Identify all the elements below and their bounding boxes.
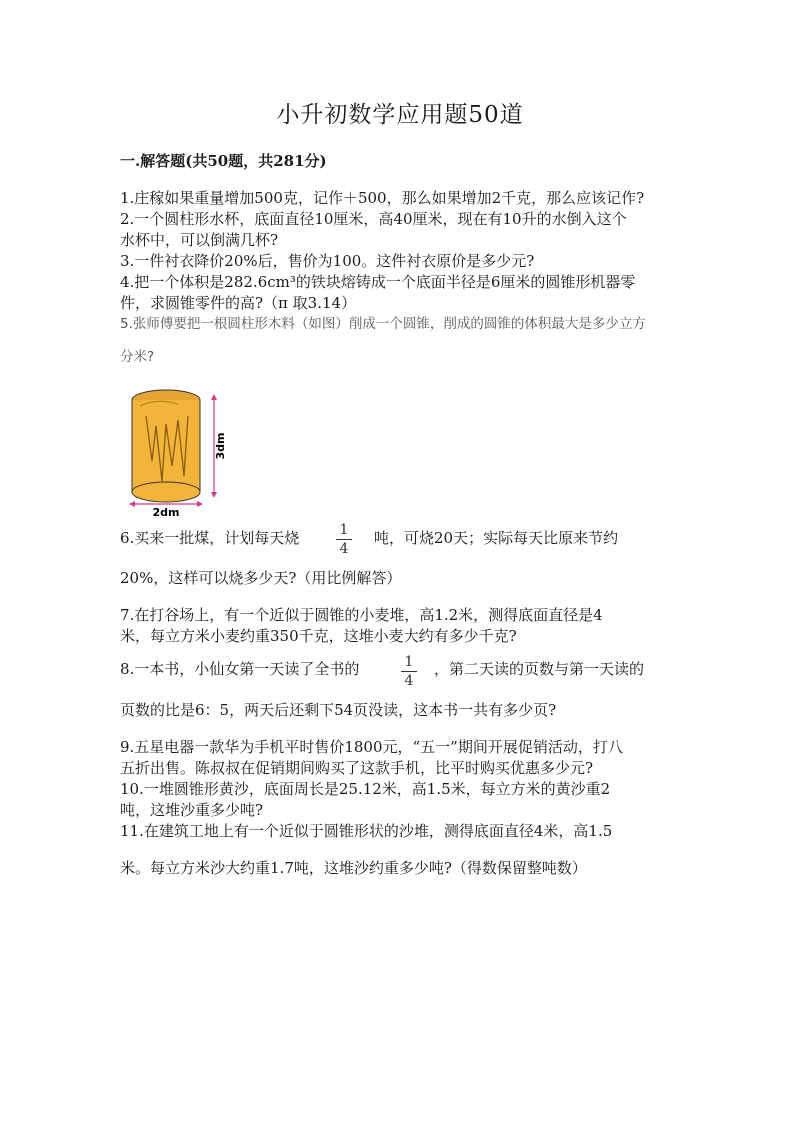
- question-8-line-2: 页数的比是6：5，两天后还剩下54页没读，这本书一共有多少页?: [120, 701, 557, 719]
- question-5-line-2: 分米?: [120, 349, 155, 365]
- question-9-line-2: 五折出售。陈叔叔在促销期间购买了这款手机，比平时购买优惠多少元?: [120, 759, 594, 777]
- cylinder-bottom: [132, 482, 200, 502]
- question-7-line-1: 7.在打谷场上，有一个近似于圆锥的小麦堆，高1.2米，测得底面直径是4: [120, 606, 603, 624]
- question-6-line-1-end: 吨，可烧20天；实际每天比原来节约: [374, 529, 619, 547]
- question-1: 1.庄稼如果重量增加500克，记作＋500，那么如果增加2千克，那么应该记作?: [120, 189, 645, 207]
- question-7-line-2: 米，每立方米小麦约重350千克，这堆小麦大约有多少千克?: [120, 627, 517, 645]
- question-8-line-1-end: ，第二天读的页数与第一天读的: [434, 660, 645, 678]
- height-label: 3dm: [214, 432, 227, 460]
- wood-cylinder-figure: [126, 386, 236, 516]
- question-10-line-1: 10.一堆圆锥形黄沙，底面周长是25.12米，高1.5米，每立方米的黄沙重2: [120, 780, 611, 798]
- question-4-line-1: 4.把一个体积是282.6cm³的铁块熔铸成一个底面半径是6厘米的圆锥形机器零: [120, 273, 636, 291]
- question-2-line-2: 水杯中，可以倒满几杯?: [120, 231, 279, 249]
- question-10-line-2: 吨，这堆沙重多少吨?: [120, 801, 264, 819]
- question-2-line-1: 2.一个圆柱形水杯，底面直径10厘米，高40厘米，现在有10升的水倒入这个: [120, 210, 627, 228]
- fraction-one-quarter: $\frac{1}{4}$: [401, 654, 417, 689]
- question-4-line-2: 件，求圆锥零件的高?（π 取3.14）: [120, 294, 357, 312]
- question-6-line-1-start: 6.买来一批煤，计划每天烧: [120, 529, 300, 547]
- question-5-line-1: 5.张师傅要把一根圆柱形木料（如图）削成一个圆锥，削成的圆锥的体积最大是多少立方: [120, 316, 646, 332]
- question-11-line-2: 米。每立方米沙大约重1.7吨，这堆沙约重多少吨?（得数保留整吨数）: [120, 859, 587, 877]
- cylinder-body: [132, 400, 200, 492]
- page-title: 小升初数学应用题50道: [276, 102, 524, 128]
- question-8-line-1-start: 8.一本书，小仙女第一天读了全书的: [120, 660, 360, 678]
- question-3: 3.一件衬衣降价20%后，售价为100。这件衬衣原价是多少元?: [120, 252, 535, 270]
- question-11-line-1: 11.在建筑工地上有一个近似于圆锥形状的沙堆，测得底面直径4米，高1.5: [120, 822, 613, 840]
- question-9-line-1: 9.五星电器一款华为手机平时售价1800元，“五一”期间开展促销活动，打八: [120, 738, 623, 756]
- diameter-label: 2dm: [152, 506, 180, 516]
- section-heading: 一.解答题(共50题，共281分): [120, 152, 327, 170]
- fraction-one-quarter: $\frac{1}{4}$: [336, 522, 352, 557]
- question-6-line-2: 20%，这样可以烧多少天?（用比例解答）: [120, 569, 402, 587]
